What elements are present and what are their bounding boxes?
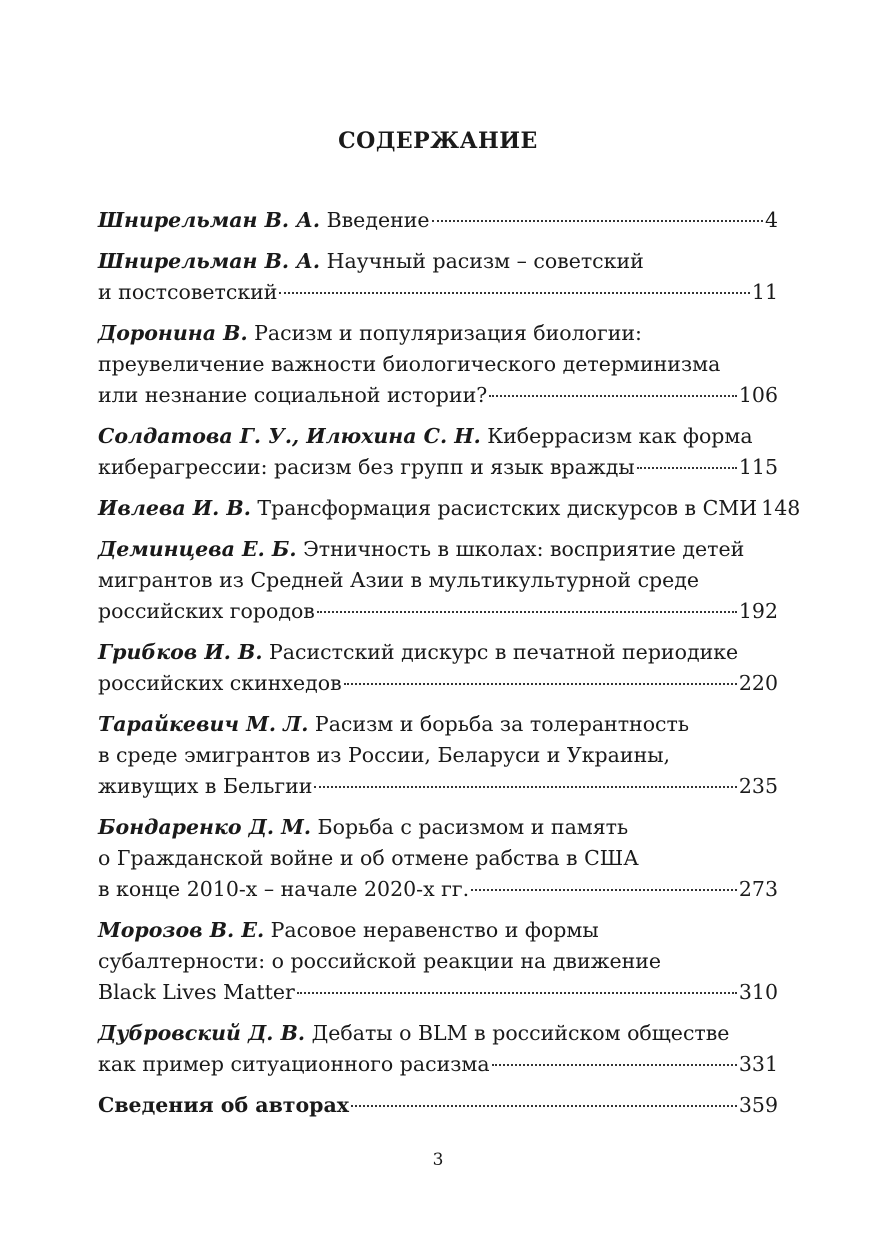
toc-entry[interactable] — [98, 534, 778, 627]
toc-entry[interactable] — [98, 637, 778, 699]
dot-leader — [432, 220, 763, 222]
toc-title-line: и постсоветский — [98, 280, 278, 304]
toc-author: Бондаренко Д. М. — [98, 815, 312, 839]
toc-entry-authors-info[interactable] — [98, 1090, 778, 1121]
dot-leader — [314, 786, 736, 788]
toc-author: Шнирельман В. А. — [98, 208, 321, 232]
dot-leader — [297, 992, 737, 994]
toc-author: Доронина В. — [98, 321, 248, 345]
toc-page-number: 220 — [738, 671, 778, 695]
dot-leader — [317, 611, 737, 613]
toc-title-line: Расизм и борьба за толерантность — [314, 712, 690, 736]
toc-entry[interactable] — [98, 318, 778, 411]
toc-authors-info-label: Сведения об авторах — [98, 1093, 350, 1117]
toc-title-line: живущих в Бельгии — [98, 774, 313, 798]
toc-page-number: 235 — [738, 774, 778, 798]
dot-leader — [279, 292, 749, 294]
toc-title-line: мигрантов из Средней Азии в мультикультурной среде — [98, 568, 700, 592]
toc-title: Введение — [326, 208, 430, 232]
toc-author: Ивлева И. В. — [98, 496, 251, 520]
toc-page-number: 106 — [738, 383, 778, 407]
dot-leader — [344, 683, 737, 685]
toc-author: Тарайкевич М. Л. — [98, 712, 309, 736]
toc-title-line: о Гражданской войне и об отмене рабства в США — [98, 846, 639, 870]
toc-entry[interactable] — [98, 709, 778, 802]
dot-leader — [489, 395, 737, 397]
toc-entry[interactable] — [98, 421, 778, 483]
toc-title-line: Этничность в школах: восприятие детей — [303, 537, 745, 561]
toc-title-line: преувеличение важности биологического детерминизма — [98, 352, 721, 376]
toc-title-line: российских городов — [98, 599, 315, 623]
toc-page-number: 148 — [761, 496, 801, 520]
dot-leader — [637, 467, 737, 469]
toc-title-line: в среде эмигрантов из России, Беларуси и Украины, — [98, 743, 671, 767]
toc-entry[interactable] — [98, 812, 778, 905]
toc-author: Шнирельман В. А. — [98, 249, 321, 273]
toc-author: Солдатова Г. У., Илюхина С. Н. — [98, 424, 481, 448]
toc-author: Грибков И. В. — [98, 640, 263, 664]
toc-entry[interactable] — [98, 205, 778, 236]
toc-author: Деминцева Е. Б. — [98, 537, 297, 561]
page-number: 3 — [432, 1150, 444, 1170]
toc-entry[interactable] — [98, 1018, 778, 1080]
toc-title-line: Расизм и популяризация биологии: — [254, 321, 642, 345]
toc-title-line: киберагрессии: расизм без групп и язык вражды — [98, 455, 635, 479]
toc-page-number: 115 — [738, 455, 778, 479]
toc-title-line: или незнание социальной истории? — [98, 383, 488, 407]
toc-entry[interactable] — [98, 246, 778, 308]
toc-page-number: 11 — [751, 280, 778, 304]
toc-entry[interactable] — [98, 915, 778, 1008]
table-of-contents — [98, 205, 801, 1131]
toc-title-line: Black Lives Matter — [98, 980, 295, 1004]
toc-title-line: российских скинхедов — [98, 671, 342, 695]
toc-title: Трансформация расистских дискурсов в СМИ — [257, 496, 758, 520]
toc-title-line: как пример ситуационного расизма — [98, 1052, 490, 1076]
toc-page-number: 273 — [738, 877, 778, 901]
toc-page-number: 4 — [764, 208, 778, 232]
page-title: СОДЕРЖАНИЕ — [338, 128, 538, 154]
toc-author: Дубровский Д. В. — [98, 1021, 306, 1045]
toc-page-number: 192 — [738, 599, 778, 623]
toc-title-line: Расистский дискурс в печатной периодике — [268, 640, 739, 664]
toc-title-line: в конце 2010-х – начале 2020-х гг. — [98, 877, 470, 901]
dot-leader — [492, 1064, 737, 1066]
toc-entry[interactable] — [98, 493, 801, 524]
toc-author: Морозов В. Е. — [98, 918, 265, 942]
toc-page-number: 359 — [738, 1093, 778, 1117]
toc-title-line: Борьба с расизмом и память — [317, 815, 629, 839]
toc-title-line: Киберрасизм как форма — [487, 424, 753, 448]
toc-title-line: субалтерности: о российской реакции на движение — [98, 949, 662, 973]
toc-title-line: Расовое неравенство и формы — [270, 918, 599, 942]
toc-title-line: Научный расизм – советский — [326, 249, 644, 273]
dot-leader — [351, 1105, 737, 1107]
dot-leader — [471, 889, 737, 891]
toc-page-number: 310 — [738, 980, 778, 1004]
toc-title-line: Дебаты о BLM в российском обществе — [311, 1021, 730, 1045]
toc-page-number: 331 — [738, 1052, 778, 1076]
